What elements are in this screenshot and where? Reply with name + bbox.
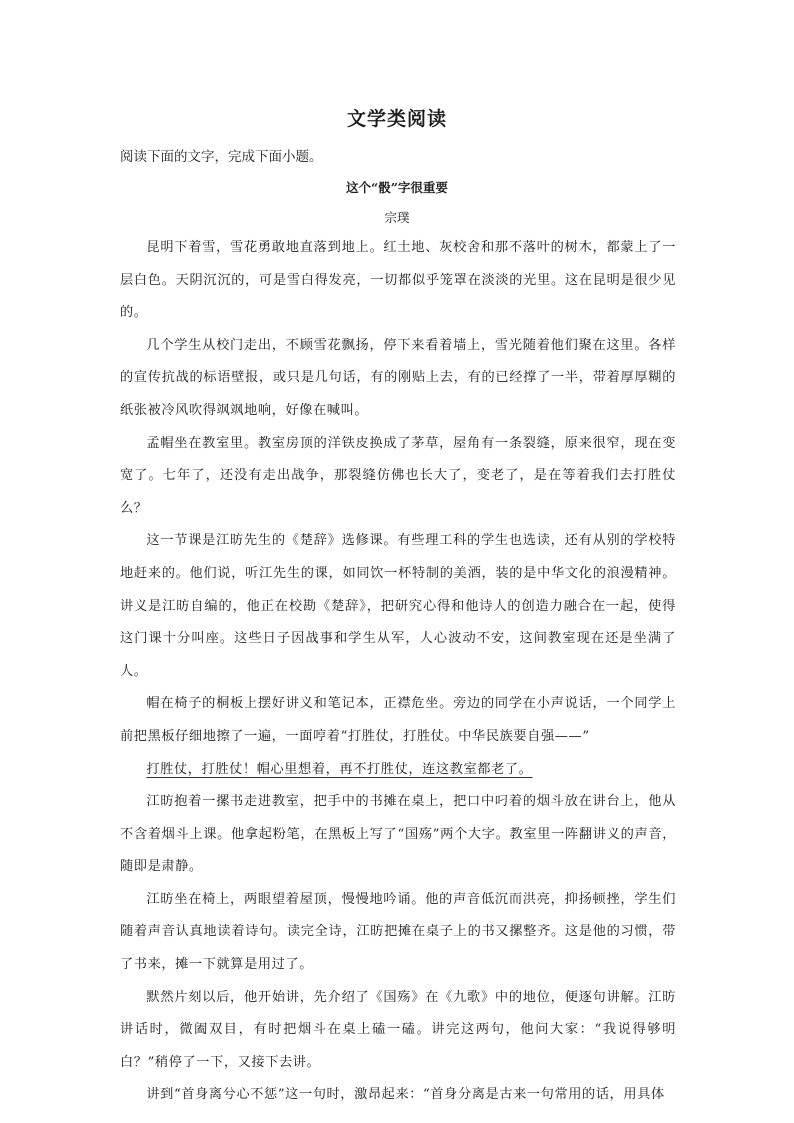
paragraph: 昆明下着雪，雪花勇敢地直落到地上。红土地、灰校舍和那不落叶的树木，都蒙上了一层白色。天阴沉沉的，可是雪白得发亮，一切都似乎笼罩在淡淡的光里。这在昆明是很少见的。 bbox=[120, 240, 676, 321]
paragraph: 帽在椅子的桐板上摆好讲义和笔记本，正襟危坐。旁边的同学在小声说话，一个同学上前把黑板仔细地擦了一遍，一面哼着“打胜仗，打胜仗。中华民族要自强——” bbox=[120, 696, 676, 744]
underlined-paragraph bbox=[120, 754, 676, 787]
paragraph: 孟帽坐在教室里。教室房顶的洋铁皮换成了茅草，屋角有一条裂缝，原来很窄，现在变宽了。七年了，还没有走出战争，那裂缝仿佛也长大了，变老了，是在等着我们去打胜仗么？ bbox=[120, 435, 676, 516]
article-body bbox=[120, 232, 676, 1112]
instruction-text: 阅读下面的文字，完成下面小题。 bbox=[120, 149, 323, 165]
paragraph: 江昉坐在椅上，两眼望着屋顶，慢慢地吟诵。他的声音低沉而洪亮，抑扬顿挫，学生们随着声音认真地读着诗句。读完全诗，江昉把摊在桌子上的书又摞整齐。这是他的习惯，带了书来，摊一下就算是用过了。 bbox=[120, 891, 676, 973]
paragraph: 这一节课是江昉先生的《楚辞》选修课。有些理工科的学生也选读，还有从别的学校特地赶来的。他们说，听江先生的课，如同饮一杯特制的美酒，装的是中华文化的浪漫精神。讲义是江昉自编的，他正在校勘《楚辞》，把研究心得和他诗人的创造力融合在一起，使得这门课十分叫座。这些日子因战事和学生从军，人心波动不安，这间教室现在还是坐满了人。 bbox=[120, 533, 676, 679]
article-title: 这个“骰”字很重要 bbox=[346, 180, 448, 195]
paragraph: 默然片刻以后，他开始讲，先介绍了《国殇》在《九歌》中的地位，便逐句讲解。江昉讲话时，微阖双目，有时把烟斗在桌上磕一磕。讲完这两句，他问大家：“我说得够明白？”稍停了一下，又接下去讲。 bbox=[120, 989, 676, 1070]
paragraph: 几个学生从校门走出，不顾雪花飘扬，停下来看着墙上，雪光随着他们聚在这里。各样的宣传抗战的标语壁报，或只是几句话，有的刚贴上去，有的已经撑了一半，带着厚厚糊的纸张被冷风吹得飒飒地响，好像在喊叫。 bbox=[120, 337, 676, 418]
paragraph: 江昉抱着一摞书走进教室，把手中的书摊在桌上，把口中叼着的烟斗放在讲台上，他从不含着烟斗上课。他拿起粉笔，在黑板上写了“国殇”两个大字。教室里一阵翻讲义的声音，随即是肃静。 bbox=[120, 794, 676, 875]
paragraph: 讲到“首身离兮心不惩”这一句时，激昂起来：“首身分离是古来一句常用的话，用具体 bbox=[146, 1087, 665, 1103]
page-title: 文学类阅读 bbox=[346, 108, 447, 130]
underlined-sentence: 打胜仗，打胜仗！帽心里想着，再不打胜仗，连这教室都老了。 bbox=[146, 761, 533, 777]
article-author: 宗璞 bbox=[384, 210, 410, 225]
